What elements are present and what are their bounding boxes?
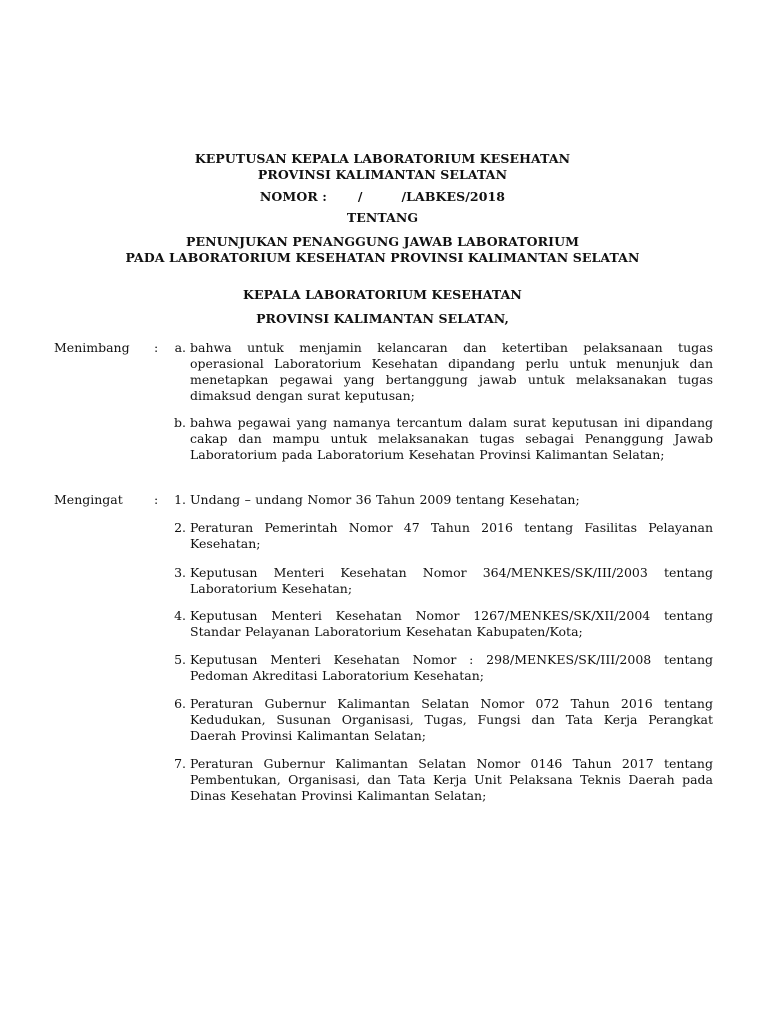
mengingat-item-1: Undang – undang Nomor 36 Tahun 2009 tentang Kesehatan; (190, 492, 580, 507)
menimbang-marker-b: b. (174, 415, 186, 430)
mengingat-marker-5: 5. (174, 652, 186, 667)
decree-title-line1: KEPUTUSAN KEPALA LABORATORIUM KESEHATAN (194, 151, 571, 166)
mengingat-marker-2: 2. (174, 520, 186, 535)
mengingat-item-4: Keputusan Menteri Kesehatan Nomor 1267/MENKES/SK/XII/2004 tentang Standar Pelayanan Laboratorium Kesehatan Kabupaten/Kota; (190, 608, 713, 639)
menimbang-marker-a: a. (174, 340, 186, 355)
menimbang-item-b: bahwa pegawai yang namanya tercantum dalam surat keputusan ini dipandang cakap dan mampu untuk melaksanakan tugas sebagai Penanggung Jawab Laboratorium pada Laboratorium Kesehatan Provinsi Kalimantan Selatan; (190, 415, 713, 462)
issuer-line1: KEPALA LABORATORIUM KESEHATAN (243, 287, 522, 302)
nomor-label: NOMOR : (259, 189, 328, 204)
subject-line1: PENUNJUKAN PENANGGUNG JAWAB LABORATORIUM (185, 234, 580, 249)
subject-line2: PADA LABORATORIUM KESEHATAN PROVINSI KALIMANTAN SELATAN (125, 250, 640, 265)
mengingat-item-7: Peraturan Gubernur Kalimantan Selatan Nomor 0146 Tahun 2017 tentang Pembentukan, Organisasi, dan Tata Kerja Unit Pelaksana Teknis Daerah pada Dinas Kesehatan Provinsi Kalimantan Selatan; (190, 756, 713, 803)
mengingat-colon: : (154, 492, 159, 507)
mengingat-marker-3: 3. (174, 565, 186, 580)
mengingat-marker-6: 6. (174, 696, 186, 711)
menimbang-label: Menimbang (54, 340, 130, 355)
issuer-line2: PROVINSI KALIMANTAN SELATAN, (256, 311, 509, 326)
mengingat-item-3: Keputusan Menteri Kesehatan Nomor 364/MENKES/SK/III/2003 tentang Laboratorium Kesehatan; (190, 565, 713, 596)
mengingat-item-6: Peraturan Gubernur Kalimantan Selatan Nomor 072 Tahun 2016 tentang Kedudukan, Susunan Organisasi, Tugas, Fungsi dan Tata Kerja Perangkat Daerah Provinsi Kalimantan Selatan; (190, 696, 713, 743)
mengingat-marker-4: 4. (174, 608, 186, 623)
nomor-value: /LABKES/2018 (401, 189, 506, 204)
menimbang-item-a: bahwa untuk menjamin kelancaran dan ketertiban pelaksanaan tugas operasional Laboratorium Kesehatan dipandang perlu untuk menunjuk dan menetapkan pegawai yang bertanggung jawab untuk melaksanakan tugas dimaksud dengan surat keputusan; (190, 340, 713, 403)
tentang-heading: TENTANG (346, 210, 419, 225)
decree-title-line2: PROVINSI KALIMANTAN SELATAN (257, 167, 508, 182)
mengingat-label: Mengingat (54, 492, 123, 507)
nomor-slash: / (357, 189, 363, 204)
menimbang-colon: : (154, 340, 159, 355)
decree-number (40, 189, 725, 205)
mengingat-item-5: Keputusan Menteri Kesehatan Nomor : 298/MENKES/SK/III/2008 tentang Pedoman Akreditasi Laboratorium Kesehatan; (190, 652, 713, 683)
mengingat-marker-7: 7. (174, 756, 186, 771)
mengingat-item-2: Peraturan Pemerintah Nomor 47 Tahun 2016 tentang Fasilitas Pelayanan Kesehatan; (190, 520, 713, 551)
mengingat-marker-1: 1. (174, 492, 186, 507)
